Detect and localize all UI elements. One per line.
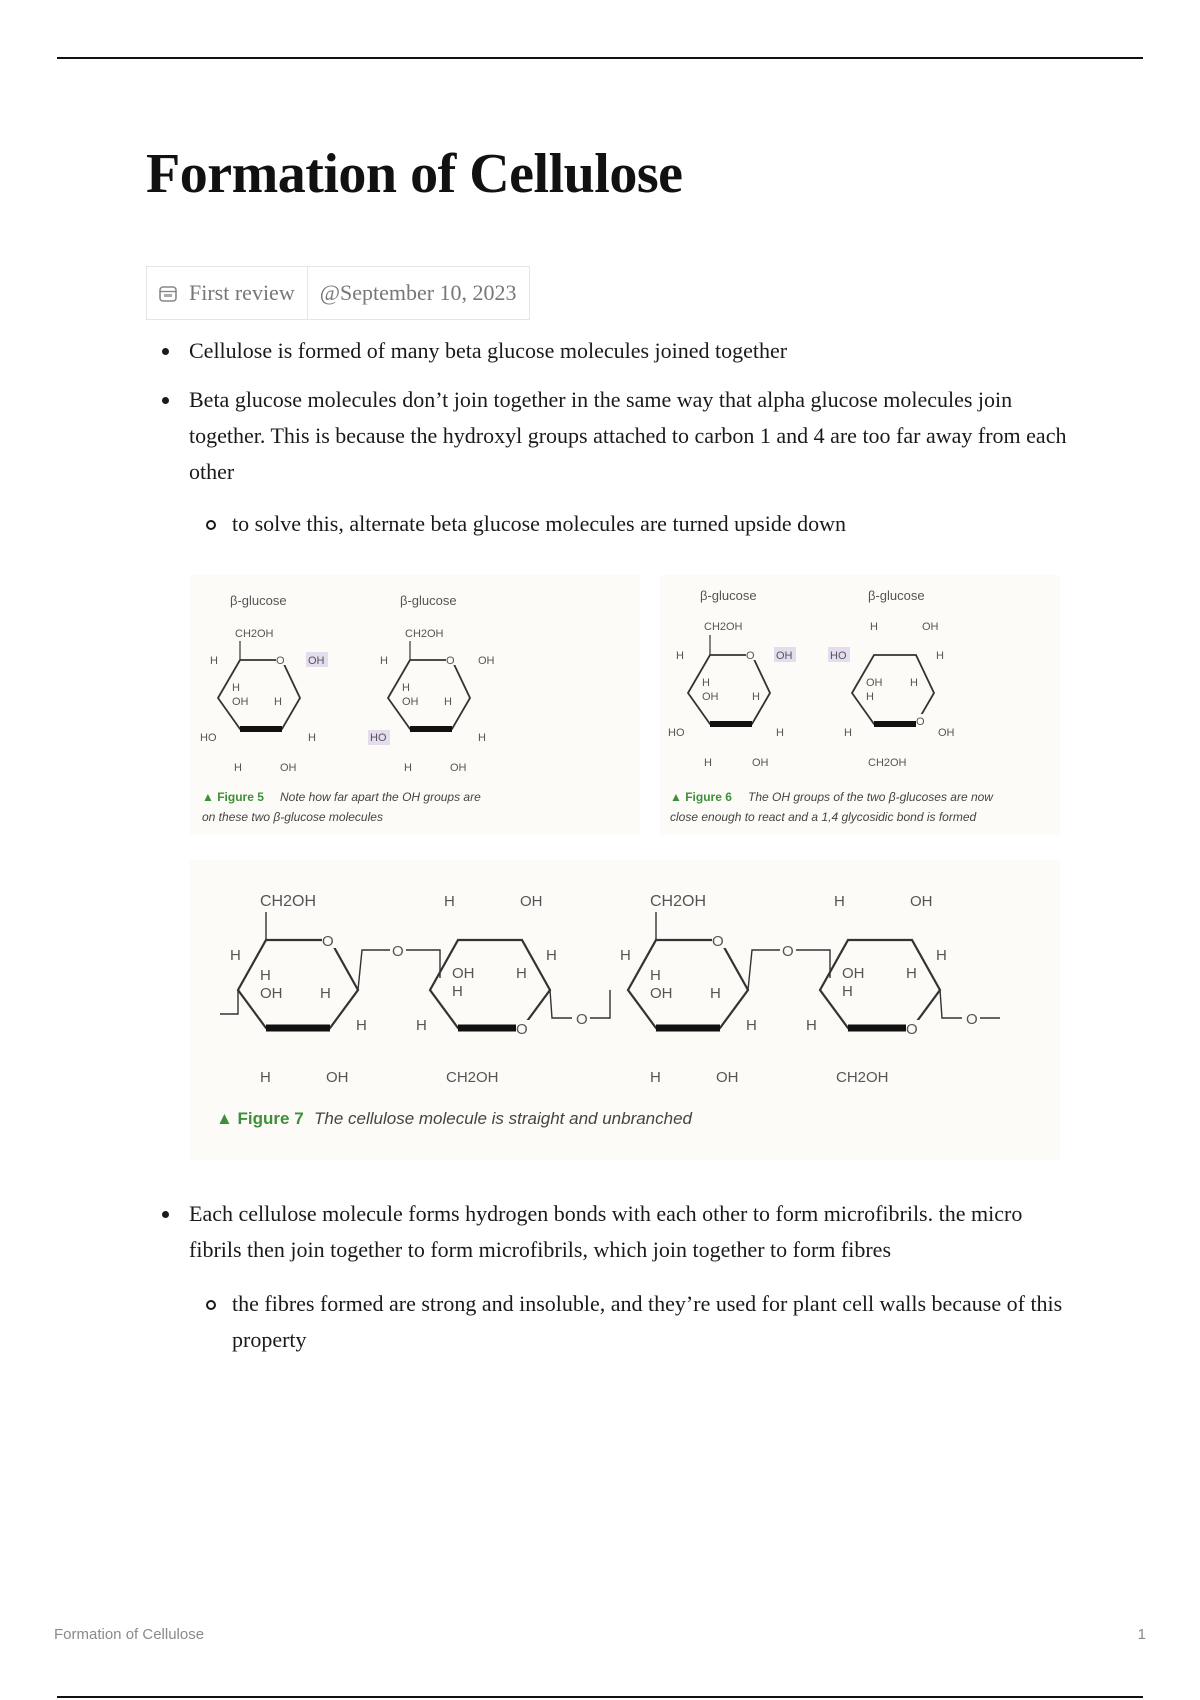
svg-text:OH: OH — [938, 727, 955, 739]
svg-text:H: H — [650, 1069, 661, 1086]
svg-text:H: H — [274, 696, 282, 708]
bullet-dot — [162, 348, 169, 355]
svg-text:OH: OH — [478, 655, 495, 667]
list-item — [189, 382, 1069, 490]
figure-5 — [190, 575, 640, 835]
footer-doc-title: Formation of Cellulose — [54, 1626, 205, 1643]
svg-text:HO: HO — [200, 732, 217, 744]
svg-text:OH: OH — [402, 696, 419, 708]
bullet-dot — [162, 1211, 169, 1218]
svg-text:O: O — [906, 1021, 918, 1038]
svg-text:H: H — [650, 967, 661, 984]
svg-text:O: O — [916, 716, 925, 728]
bullet-dot — [162, 397, 169, 404]
bottom-rule — [57, 1696, 1143, 1698]
figure-7-caption: The cellulose molecule is straight and unbranched — [314, 1109, 693, 1128]
svg-text:H: H — [776, 727, 784, 739]
svg-text:H: H — [230, 947, 241, 964]
svg-text:H: H — [320, 985, 331, 1002]
svg-text:CH2OH: CH2OH — [235, 628, 274, 640]
chain-unit-3 — [620, 893, 757, 1086]
bullet-text: Beta glucose molecules don’t join together in the same way that alpha glucose molecules join together. This is because the hydroxyl groups attached to carbon 1 and 4 are too far away from each other — [189, 387, 1067, 484]
svg-text:OH: OH — [922, 621, 939, 633]
svg-text:H: H — [704, 757, 712, 769]
svg-text:O: O — [576, 1011, 588, 1028]
figure-6-caption-line1: The OH groups of the two β-glucoses are now — [748, 790, 993, 804]
footer-page-number: 1 — [1137, 1626, 1146, 1643]
svg-text:CH2OH: CH2OH — [260, 893, 317, 910]
svg-text:H: H — [444, 893, 455, 910]
svg-text:CH2OH: CH2OH — [446, 1069, 499, 1086]
svg-text:H: H — [356, 1017, 367, 1034]
svg-text:OH: OH — [842, 965, 865, 982]
svg-text:H: H — [906, 965, 917, 982]
figure-6 — [660, 575, 1060, 835]
svg-text:OH: OH — [520, 893, 543, 910]
svg-text:CH2OH: CH2OH — [650, 893, 707, 910]
property-value: @September 10, 2023 — [319, 280, 517, 305]
svg-text:H: H — [676, 650, 684, 662]
svg-text:O: O — [516, 1021, 528, 1038]
svg-text:H: H — [910, 677, 918, 689]
svg-text:H: H — [404, 762, 412, 774]
beta-glucose-molecule-c — [668, 588, 796, 769]
svg-text:OH: OH — [452, 965, 475, 982]
svg-text:O: O — [966, 1011, 978, 1028]
svg-text:β-glucose: β-glucose — [868, 588, 925, 603]
chain-unit-4-inverted — [806, 893, 947, 1086]
svg-text:OH: OH — [280, 762, 297, 774]
svg-text:H: H — [546, 947, 557, 964]
svg-text:CH2OH: CH2OH — [405, 628, 444, 640]
svg-text:H: H — [380, 655, 388, 667]
beta-glucose-molecule-d-inverted — [828, 588, 955, 769]
svg-text:H: H — [232, 682, 240, 694]
svg-text:H: H — [936, 650, 944, 662]
svg-text:HO: HO — [830, 650, 847, 662]
property-label-cell[interactable] — [147, 267, 307, 319]
beta-glucose-molecule-a — [200, 593, 328, 774]
svg-text:H: H — [844, 727, 852, 739]
svg-text:OH: OH — [308, 655, 325, 667]
svg-text:β-glucose: β-glucose — [700, 588, 757, 603]
svg-text:OH: OH — [776, 650, 793, 662]
svg-text:O: O — [712, 933, 724, 950]
svg-text:CH2OH: CH2OH — [704, 621, 743, 633]
figure-7-label: ▲ Figure 7 — [216, 1109, 304, 1128]
svg-text:H: H — [866, 691, 874, 703]
property-value-cell[interactable] — [307, 267, 529, 319]
svg-text:OH: OH — [260, 985, 283, 1002]
bullet-ring — [206, 520, 216, 530]
svg-text:O: O — [746, 650, 755, 662]
svg-text:H: H — [516, 965, 527, 982]
svg-text:H: H — [478, 732, 486, 744]
svg-text:OH: OH — [910, 893, 933, 910]
property-row — [146, 266, 530, 320]
svg-text:H: H — [806, 1017, 817, 1034]
svg-text:H: H — [710, 985, 721, 1002]
figure-5-label: ▲ Figure 5 — [202, 790, 264, 804]
svg-text:H: H — [936, 947, 947, 964]
svg-text:H: H — [444, 696, 452, 708]
calendar-icon — [159, 285, 177, 302]
svg-text:H: H — [752, 691, 760, 703]
page-title: Formation of Cellulose — [146, 143, 683, 205]
svg-text:H: H — [308, 732, 316, 744]
figure-5-caption-line2: on these two β-glucose molecules — [202, 810, 383, 824]
svg-text:H: H — [746, 1017, 757, 1034]
list-item — [189, 333, 1069, 369]
list-item — [189, 1196, 1069, 1268]
top-rule — [57, 57, 1143, 59]
figure-6-label: ▲ Figure 6 — [670, 790, 732, 804]
list-item — [232, 506, 1072, 542]
figure-7 — [190, 860, 1060, 1160]
svg-text:β-glucose: β-glucose — [400, 593, 457, 608]
svg-text:OH: OH — [650, 985, 673, 1002]
beta-glucose-molecule-b — [368, 593, 495, 774]
svg-text:OH: OH — [716, 1069, 739, 1086]
svg-text:H: H — [416, 1017, 427, 1034]
svg-text:HO: HO — [370, 732, 387, 744]
svg-text:O: O — [276, 655, 285, 667]
svg-text:O: O — [782, 943, 794, 960]
svg-text:H: H — [260, 967, 271, 984]
svg-text:H: H — [402, 682, 410, 694]
svg-text:H: H — [702, 677, 710, 689]
svg-text:O: O — [446, 655, 455, 667]
svg-text:H: H — [834, 893, 845, 910]
svg-text:H: H — [620, 947, 631, 964]
svg-text:CH2OH: CH2OH — [836, 1069, 889, 1086]
svg-text:OH: OH — [866, 677, 883, 689]
cellulose-chain — [220, 893, 1000, 1086]
svg-text:OH: OH — [450, 762, 467, 774]
svg-text:CH2OH: CH2OH — [868, 757, 907, 769]
figure-5-caption-line1: Note how far apart the OH groups are — [280, 790, 481, 804]
svg-text:OH: OH — [326, 1069, 349, 1086]
svg-text:OH: OH — [752, 757, 769, 769]
figure-6-caption-line2: close enough to react and a 1,4 glycosidic bond is formed — [670, 810, 977, 824]
bullet-ring — [206, 1300, 216, 1310]
chain-unit-2-inverted — [416, 893, 557, 1086]
svg-text:H: H — [870, 621, 878, 633]
svg-text:H: H — [234, 762, 242, 774]
svg-text:HO: HO — [668, 727, 685, 739]
chain-unit-1 — [220, 893, 367, 1086]
bullet-text: the fibres formed are strong and insoluble, and they’re used for plant cell walls because of this property — [232, 1291, 1063, 1352]
svg-text:H: H — [210, 655, 218, 667]
property-label: First review — [189, 280, 295, 305]
svg-text:H: H — [260, 1069, 271, 1086]
svg-text:O: O — [322, 933, 334, 950]
svg-text:H: H — [842, 983, 853, 1000]
svg-text:O: O — [392, 943, 404, 960]
list-item — [232, 1286, 1072, 1358]
svg-text:β-glucose: β-glucose — [230, 593, 287, 608]
bullet-text: Each cellulose molecule forms hydrogen bonds with each other to form microfibrils. the micro fibrils then join together to form microfibrils, which join together to form fibres — [189, 1201, 1023, 1262]
svg-text:H: H — [452, 983, 463, 1000]
bullet-text: Cellulose is formed of many beta glucose molecules joined together — [189, 338, 788, 363]
svg-text:OH: OH — [702, 691, 719, 703]
svg-text:OH: OH — [232, 696, 249, 708]
bullet-text: to solve this, alternate beta glucose molecules are turned upside down — [232, 511, 846, 536]
